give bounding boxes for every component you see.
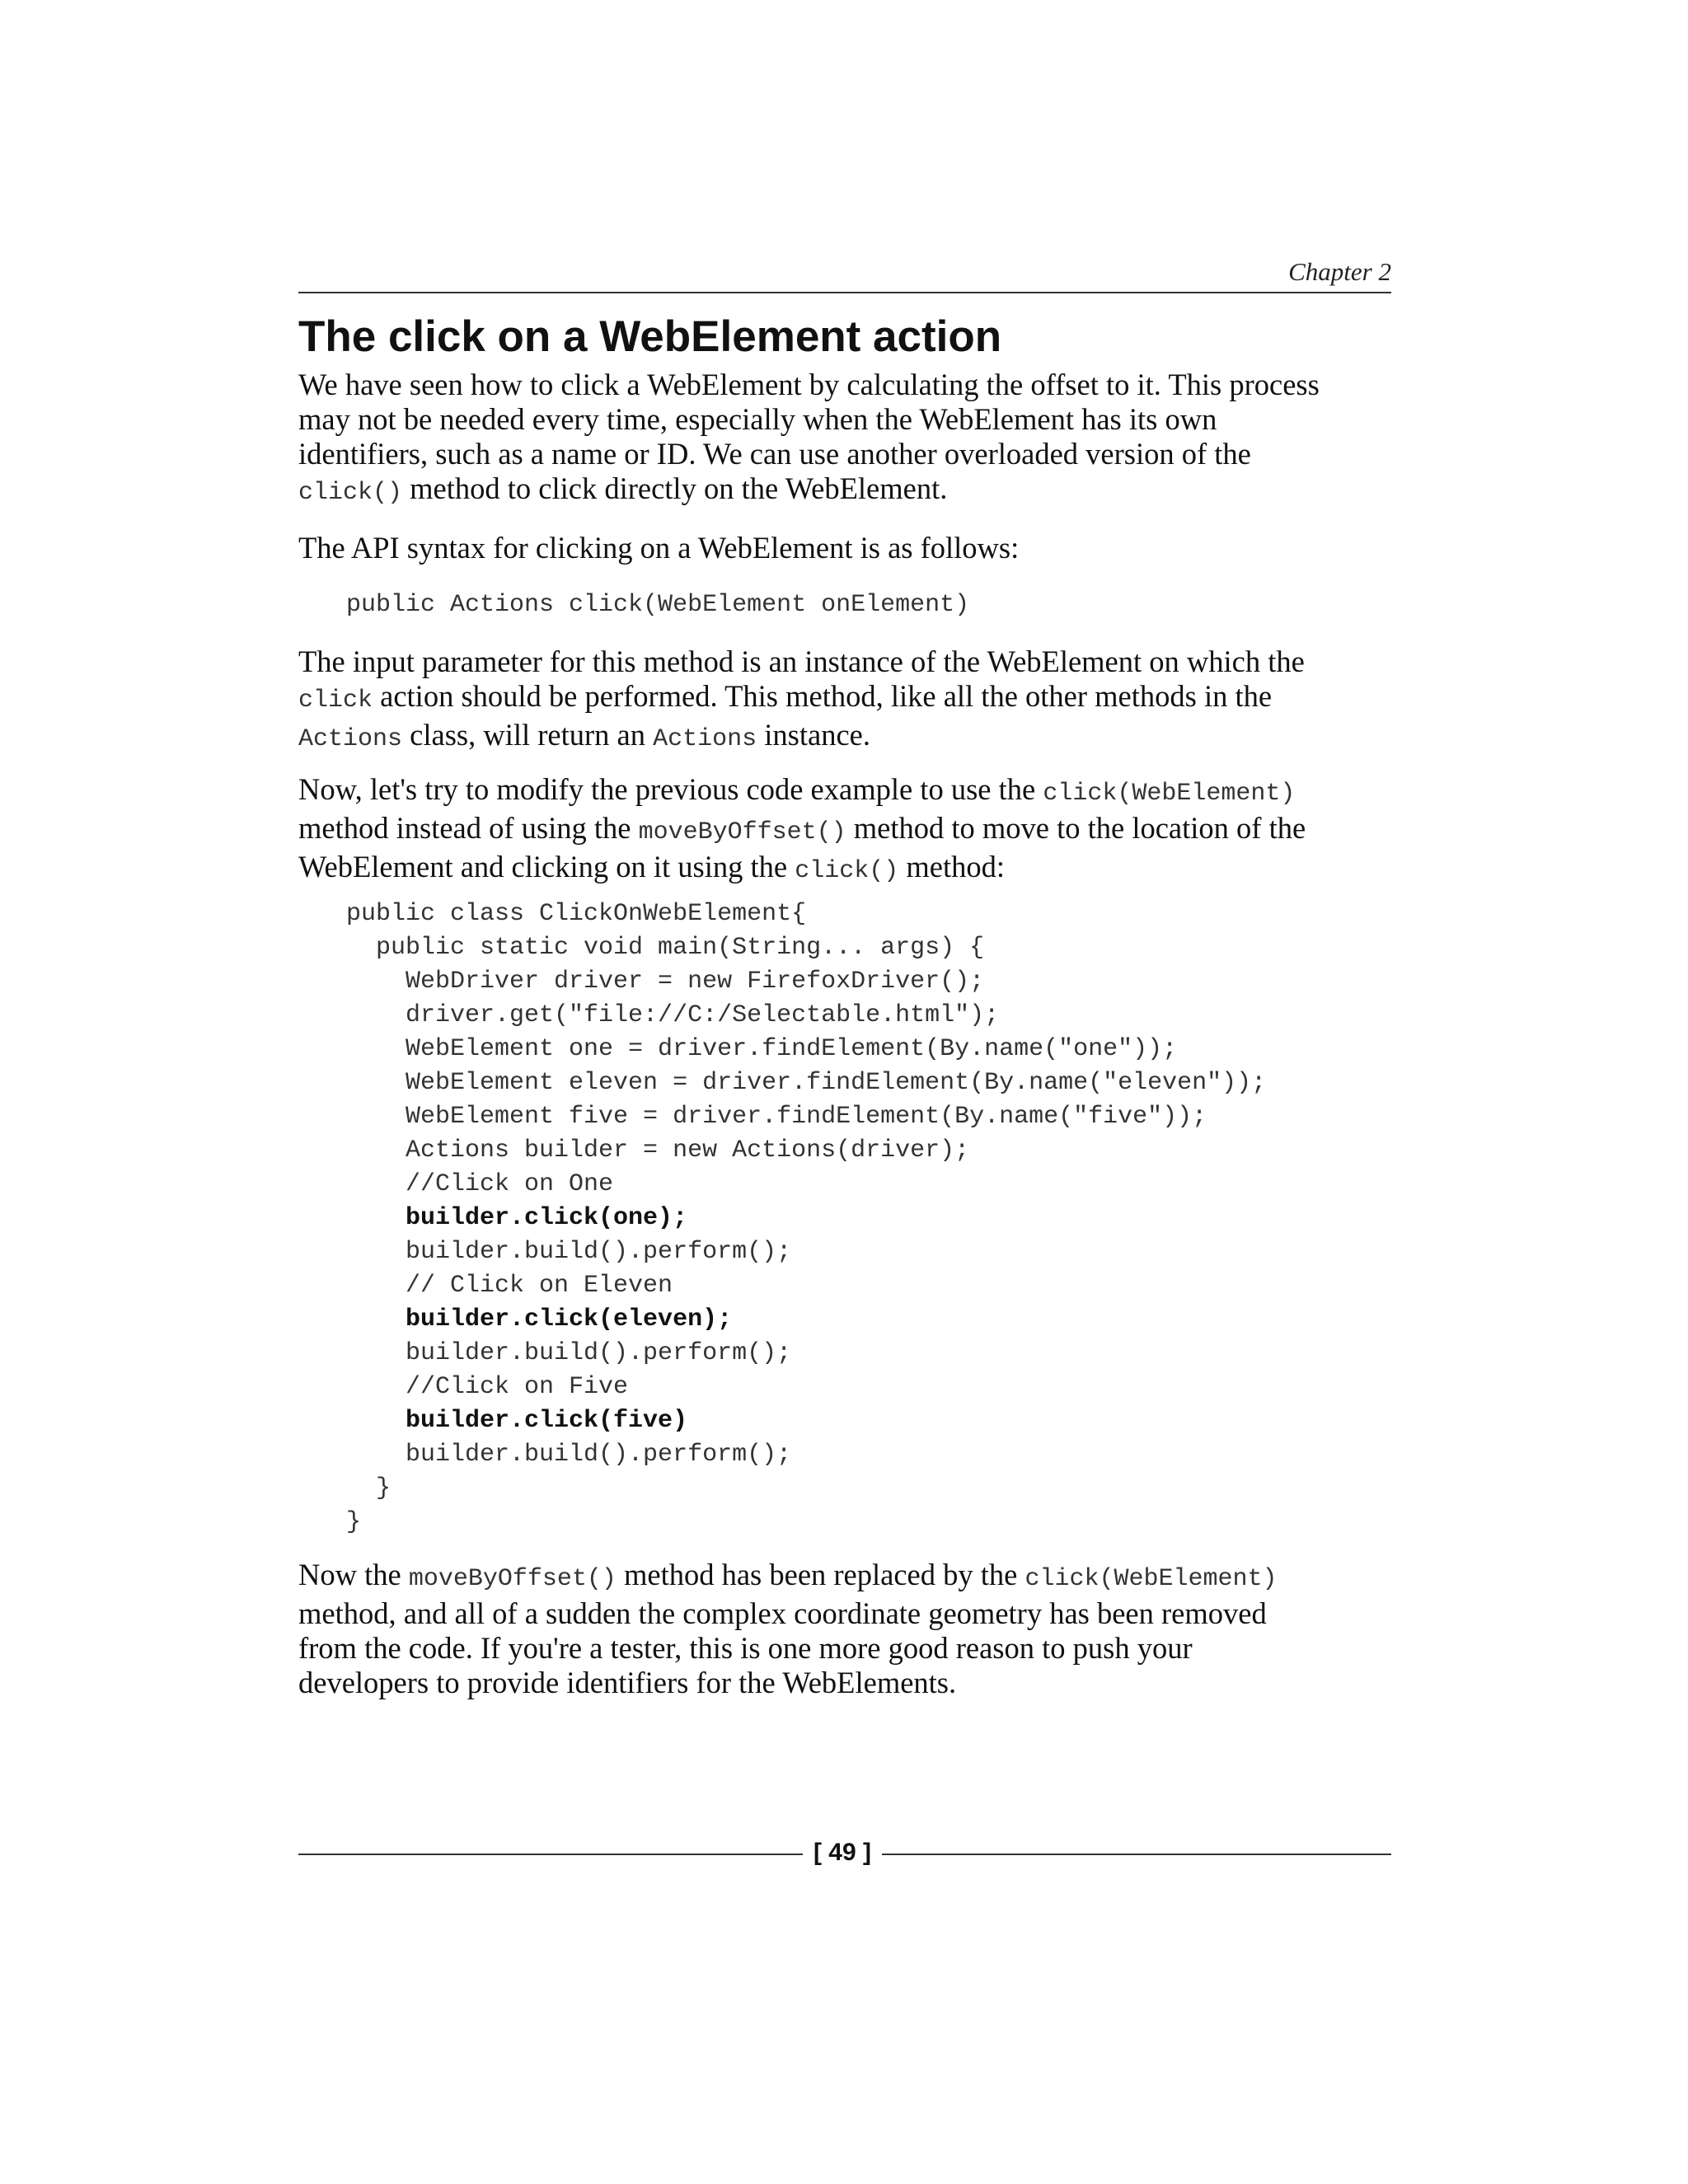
modify-line-1 [298, 772, 1403, 811]
footer-divider-left [298, 1854, 803, 1855]
code-line: } [346, 1508, 362, 1536]
inline-code-actions-instance: Actions [653, 725, 757, 753]
page-number: [ 49 ] [813, 1839, 872, 1866]
code-line: WebElement eleven = driver.findElement(By.name("eleven")); [346, 1069, 1267, 1097]
conclusion-line-2: method, and all of a sudden the complex coordinate geometry has been removed [298, 1596, 1267, 1630]
syntax-intro-paragraph [298, 531, 1403, 565]
code-comment-line: //Click on One [346, 1170, 614, 1198]
intro-line-4 [298, 471, 1403, 510]
inline-code-actions-class: Actions [298, 725, 403, 753]
modify-line-3-text-2: method: [898, 850, 1005, 883]
code-line: WebElement one = driver.findElement(By.name("one")); [346, 1035, 1178, 1063]
syntax-intro-line: The API syntax for clicking on a WebElement is as follows: [298, 531, 1020, 565]
code-line: driver.get("file://C:/Selectable.html"); [346, 1001, 1000, 1029]
inline-code-movebyoffset: moveByOffset() [638, 818, 846, 846]
parameter-paragraph [298, 644, 1403, 757]
code-line: public class ClickOnWebElement{ [346, 900, 807, 928]
code-line: builder.build().perform(); [346, 1441, 792, 1469]
conclusion-line-4: developers to provide identifiers for the WebElements. [298, 1666, 957, 1699]
code-comment-line: // Click on Eleven [346, 1272, 673, 1300]
intro-line-1: We have seen how to click a WebElement by calculating the offset to it. This process [298, 368, 1320, 401]
code-line: public static void main(String... args) { [346, 934, 985, 962]
code-line: builder.build().perform(); [346, 1339, 792, 1367]
inline-code-click-method: click() [795, 857, 899, 885]
code-example-block [346, 898, 1266, 1540]
modify-line-2-text-1: method instead of using the [298, 811, 639, 845]
intro-paragraph [298, 368, 1403, 510]
chapter-label: Chapter 2 [1288, 257, 1391, 286]
inline-code-movebyoffset: moveByOffset() [408, 1565, 617, 1593]
conclusion-paragraph [298, 1558, 1403, 1700]
code-line-highlighted: builder.click(eleven); [346, 1305, 733, 1333]
conclusion-line-1-text-2: method has been replaced by the [616, 1558, 1025, 1591]
code-line: builder.build().perform(); [346, 1238, 792, 1266]
modify-line-2-text-2: method to move to the location of the [846, 811, 1306, 845]
intro-line-2: may not be needed every time, especially when the WebElement has its own [298, 402, 1217, 436]
code-line: WebDriver driver = new FirefoxDriver(); [346, 968, 985, 996]
modify-line-3 [298, 850, 1403, 888]
conclusion-line-3: from the code. If you're a tester, this is one more good reason to push your [298, 1631, 1193, 1665]
param-line-3-text-1: class, will return an [402, 718, 654, 752]
conclusion-line-1 [298, 1558, 1403, 1596]
param-line-2 [298, 679, 1403, 718]
inline-code-click-action: click [298, 687, 373, 715]
param-line-2-text: action should be performed. This method, like all the other methods in the [373, 679, 1273, 713]
inline-code-click-webelement: click(WebElement) [1043, 780, 1296, 808]
syntax-code-block [346, 588, 969, 622]
modify-line-3-text-1: WebElement and clicking on it using the [298, 850, 795, 883]
syntax-code-line: public Actions click(WebElement onElement) [346, 591, 970, 619]
code-line-highlighted: builder.click(five) [346, 1407, 688, 1435]
modify-paragraph [298, 772, 1403, 888]
intro-line-3: identifiers, such as a name or ID. We can use another overloaded version of the [298, 437, 1251, 471]
inline-code-click: click() [298, 479, 403, 507]
param-line-1: The input parameter for this method is an instance of the WebElement on which the [298, 644, 1305, 678]
param-line-3-text-2: instance. [757, 718, 870, 752]
code-line-highlighted: builder.click(one); [346, 1204, 688, 1232]
inline-code-click-webelement: click(WebElement) [1025, 1565, 1278, 1593]
code-comment-line: //Click on Five [346, 1373, 629, 1401]
header-divider [298, 292, 1391, 293]
section-title: The click on a WebElement action [298, 312, 1002, 361]
code-line: WebElement five = driver.findElement(By.name("five")); [346, 1103, 1207, 1131]
footer-divider-right [882, 1854, 1391, 1855]
param-line-3 [298, 718, 1403, 757]
code-line: Actions builder = new Actions(driver); [346, 1137, 970, 1165]
modify-line-2 [298, 811, 1403, 850]
intro-line-4-text: method to click directly on the WebElement. [402, 471, 948, 505]
code-line: } [346, 1474, 392, 1502]
conclusion-line-1-text-1: Now the [298, 1558, 409, 1591]
modify-line-1-text: Now, let's try to modify the previous code example to use the [298, 772, 1043, 806]
